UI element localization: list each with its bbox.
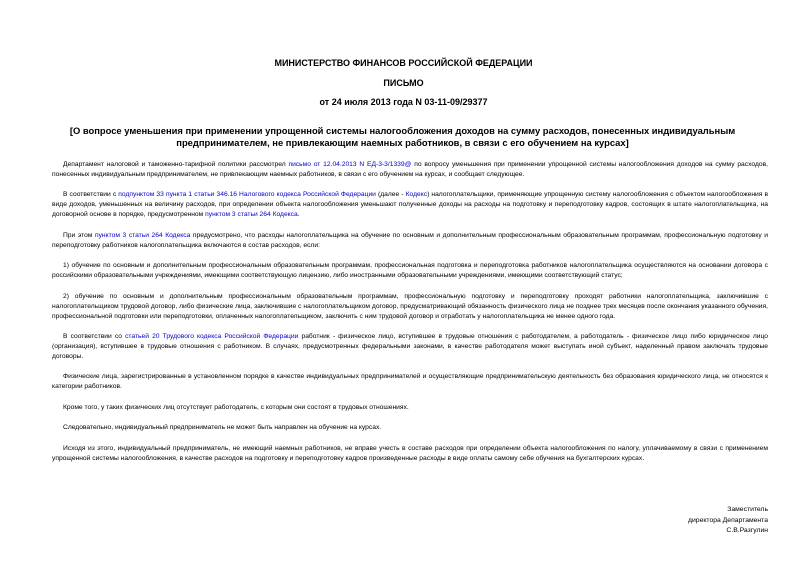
document-subject: [О вопросе уменьшения при применении упрощенной системы налогообложения доходов на сумму расходов, понесенных индивидуальным предпринимателем, не привлекающим наемных работников, в связи с его обучением на курсах]	[69, 125, 736, 148]
paragraph-7: Физические лица, зарегистрированные в установленном порядке в качестве индивидуальных предпринимателей и осуществляющие предпринимательскую деятельность без образования юридического лица, не относятся к категории работников.	[52, 373, 768, 391]
signature-position: директора Департамента	[688, 516, 768, 524]
paragraph-10: Исходя из этого, индивидуальный предприниматель, не имеющий наемных работников, не вправе учесть в составе расходов при определении объекта налогообложения по налогу, уплачиваемому в связи с применением упрощенной системы налогообложения, в качестве расходов на подготовку и переподготовку кадров произведенные расходы в виде оплаты самому себе обучения на бухгалтерских курсах.	[52, 444, 768, 462]
paragraph-8: Кроме того, у таких физических лиц отсутствует работодатель, с которым они состоят в трудовых отношениях.	[63, 403, 409, 411]
document-body	[52, 160, 768, 474]
signature-title: Заместитель	[727, 506, 768, 513]
paragraph-5: 2) обучение по основным и дополнительным профессиональным образовательным программам, профессиональную подготовку и переподготовку проходят работники налогоплательщика, заключившие с налогоплательщиком трудовой договор, либо физические лица, заключившие с налогоплательщиком договор, предусматривающий обязанность физического лица не позднее трех месяцев после окончания указанного обучения, профессиональной подготовки или переподготовки, оплаченных налогоплательщиком, заключить с ним трудовой договор и отработать у налогоплательщика не менее одного года.	[52, 292, 768, 320]
paragraph-text: по вопросу уменьшения при применении упрощенной системы налогообложения доходов на сумму расходов, понесенных индивидуальным предпринимателем, не привлекающим наемных работников, в связи с его обучением на курсах, и сообщает следующее.	[52, 161, 768, 178]
link-article-264-point-3-b[interactable]: пунктом 3 статьи 264 Кодекса	[94, 231, 191, 239]
paragraph-1	[52, 160, 768, 180]
paragraph-text: В соответствии со	[63, 332, 126, 340]
paragraph-text: (далее -	[375, 191, 406, 199]
paragraph-text: предусмотрено, что расходы налогоплательщика на обучение по основным и дополнительным профессиональным образовательным программам, профессиональную подготовку и переподготовку работников налогоплательщика включаются в состав расходов, если:	[52, 231, 768, 249]
ministry-heading: МИНИСТЕРСТВО ФИНАНСОВ РОССИЙСКОЙ ФЕДЕРАЦИИ	[274, 58, 533, 68]
document-date-number: от 24 июля 2013 года N 03-11-09/29377	[319, 97, 488, 107]
link-labor-code-article-20[interactable]: статьей 20 Трудового кодекса Российской Федерации	[125, 332, 299, 340]
signature-name: С.В.Разгулин	[726, 527, 768, 534]
paragraph-text: Департамент налоговой и таможенно-тарифной политики рассмотрел	[63, 161, 289, 168]
signature-block	[688, 505, 768, 537]
paragraph-text: ) налогоплательщики, применяющие упрощенную систему налогообложения с объектом налогообложения в виде доходов, уменьшенных на величину расходов, при определении объекта налогообложения уменьшают полученные доходы на расходы на подготовку и переподготовку кадров, состоящих в штате налогоплательщика, на договорной основе в порядке, предусмотренном	[52, 191, 769, 219]
paragraph-text: работник - физическое лицо, вступившее в трудовые отношения с работодателем, а работодатель - физическое лицо либо юридическое лицо (организация), вступившее в трудовые отношения с работником. В случаях, предусмотренных федеральными законами, в качестве работодателя может выступать иной субъект, наделенный правом заключать трудовые договоры.	[52, 332, 768, 360]
paragraph-text: В соответствии с	[63, 191, 119, 199]
paragraph-text: .	[297, 211, 300, 219]
paragraph-4: 1) обучение по основным и дополнительным профессиональным образовательным программам, профессиональная подготовка и переподготовка работников налогоплательщика осуществляются на основании договора с российскими образовательными учреждениями, имеющими соответствующую лицензию, либо иностранными образовательными учреждениями, имеющими соответствующий статус;	[52, 262, 768, 280]
link-article-264-point-3[interactable]: пунктом 3 статьи 264 Кодекса	[205, 211, 298, 219]
paragraph-9: Следовательно, индивидуальный предприниматель не может быть направлен на обучение на курсах.	[63, 424, 382, 432]
document-type: ПИСЬМО	[383, 78, 424, 88]
link-tax-code-346-16[interactable]: подпунктом 33 пункта 1 статьи 346.16 Налогового кодекса Российской Федерации	[118, 191, 376, 199]
paragraph-6	[52, 332, 768, 362]
link-tax-code[interactable]: Кодекс	[405, 191, 428, 199]
paragraph-3	[52, 231, 768, 251]
paragraph-2	[52, 190, 768, 220]
paragraph-text: При этом	[63, 231, 95, 239]
link-letter-ed-3-3-1339[interactable]: письмо от 12.04.2013 N ЕД-3-3/1339@	[288, 161, 412, 168]
